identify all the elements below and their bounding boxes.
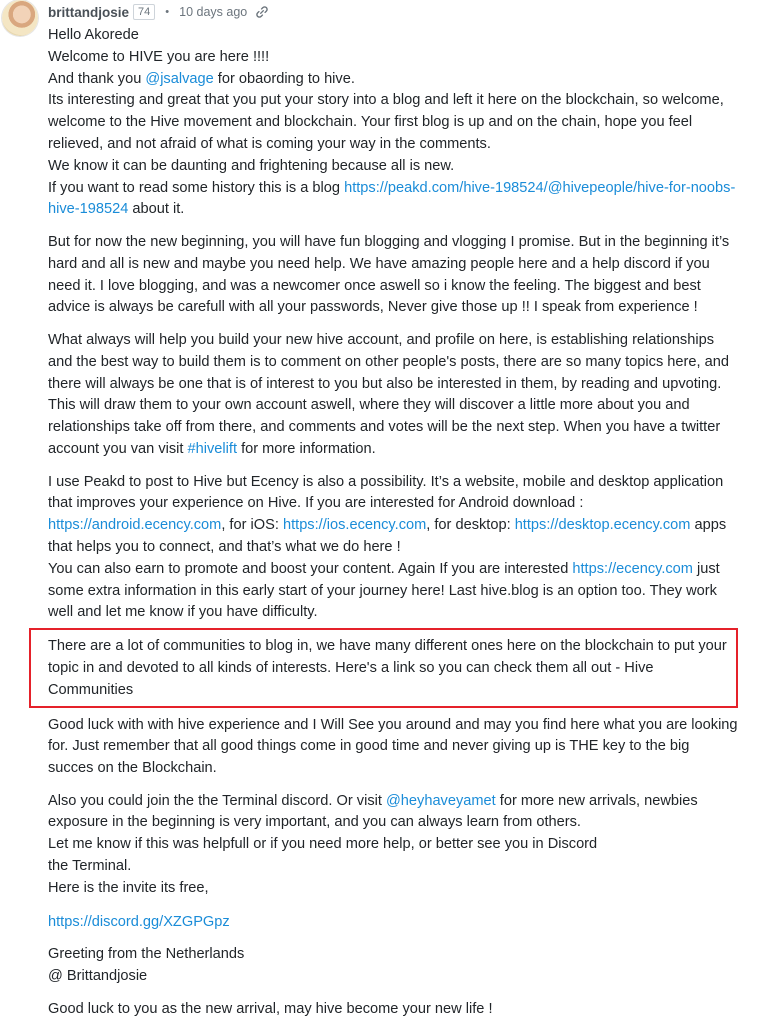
- link-icon[interactable]: [255, 5, 269, 19]
- discord-invite-link[interactable]: https://discord.gg/XZGPGpz: [48, 913, 230, 930]
- meta-separator: •: [165, 6, 170, 18]
- desktop-ecency-link[interactable]: https://desktop.ecency.com: [514, 517, 691, 534]
- paragraph-terminal: Also you could join the the Terminal discord. Or visit @heyhaveyamet for more new arrivals, newbies exposure in the beginning is very important, and you can always learn from others. Let me know if this was helpfull or if you need more help, or better see you in Discord the Terminal. Here is the invite its free,: [48, 792, 698, 896]
- greeting-line: Hello Akorede: [48, 27, 139, 43]
- hashtag-hivelift[interactable]: #hivelift: [187, 440, 238, 457]
- discord-invite-paragraph: [48, 912, 738, 934]
- reputation-badge: 74: [133, 4, 155, 20]
- intro-text: Its interesting and great that you put your story into a blog and left it here on the blockchain, so welcome, welcome to the Hive movement and blockchain. Your first blog is up and on the chain, hope you feel relieved, and not afraid of what is coming your way in the comments.: [48, 92, 724, 152]
- paragraph-relationships: What always will help you build your new hive account, and profile on here, is establishing relationships and the best way to build them is to comment on other people's posts, there are so many topics here, and there will always be one that is of interest to you but also be interested in them, by reading and upvoting. This will draw them to your own account aswell, where they will discover a little more about you and relationships take off from there, and comments and votes will be the next step. When you have a twitter account you van visit #hivelift for more information.: [48, 331, 729, 457]
- ecency-link[interactable]: https://ecency.com: [572, 560, 693, 577]
- android-ecency-link[interactable]: https://android.ecency.com: [48, 517, 222, 534]
- ios-ecency-link[interactable]: https://ios.ecency.com: [282, 517, 427, 534]
- thanks-line: And thank you @jsalvage for obaording to hive.: [48, 70, 355, 87]
- paragraph-new-beginning: But for now the new beginning, you will have fun blogging and vlogging I promise. But in the beginning it’s hard and all is new and maybe you need help. We have amazing people here and a help discord if you need it. I love blogging, and was a newcomer once aswell so i know the feeling. The biggest and best advice is always be carefull with all your passwords, Never give those up !! I speak from experience !: [48, 233, 730, 316]
- user-avatar[interactable]: [2, 0, 38, 36]
- comment-body: [48, 25, 738, 1020]
- history-line: If you want to read some history this is a blog https://peakd.com/hive-198524/@hivepeople/hive-for-noobs-hive-198524 about it.: [48, 179, 736, 218]
- mention-jsalvage[interactable]: @jsalvage: [145, 70, 214, 87]
- paragraph-communities: There are a lot of communities to blog in, we have many different ones here on the blockchain to put your topic in and devoted to all kinds of interests. Here's a link so you can check them all out - Hive Communities: [48, 638, 727, 698]
- paragraph-ecency: I use Peakd to post to Hive but Ecency is also a possibility. It’s a website, mobile and desktop application that improves your experience on Hive. If you are interested for Android download : https://android.ecency.com, for iOS: https://ios.ecency.com, for desktop: https://desktop.ecency.com apps that helps you to connect, and that’s what we do here ! You can also earn to promote and boost your content. Again If you are interested https://ecency.com just some extra information in this early start of your journey here! Last hive.blog is an option too. They work well and let me know if you have difficulty.: [48, 473, 727, 621]
- mention-heyhaveyamet[interactable]: @heyhaveyamet: [385, 792, 496, 809]
- paragraph-good-luck: Good luck with with hive experience and I Will See you around and may you find here what you are looking for. Just remember that all good things come in good time and never giving up is THE key to the big succes on the Blockchain.: [48, 716, 738, 777]
- welcome-line: Welcome to HIVE you are here !!!!: [48, 48, 270, 65]
- paragraph-closing: Good luck to you as the new arrival, may hive become your new life !: [48, 1000, 493, 1017]
- timestamp[interactable]: 10 days ago: [179, 5, 248, 19]
- paragraph-signoff: Greeting from the Netherlands @ Brittandjosie: [48, 946, 245, 985]
- daunting-line: We know it can be daunting and frightening because all is new.: [48, 157, 455, 174]
- peakd-history-link[interactable]: https://peakd.com/hive-198524/@hivepeople/hive-for-noobs-hive-198524: [48, 179, 736, 218]
- author-name[interactable]: brittandjosie: [48, 4, 130, 20]
- comment-meta: [48, 3, 269, 21]
